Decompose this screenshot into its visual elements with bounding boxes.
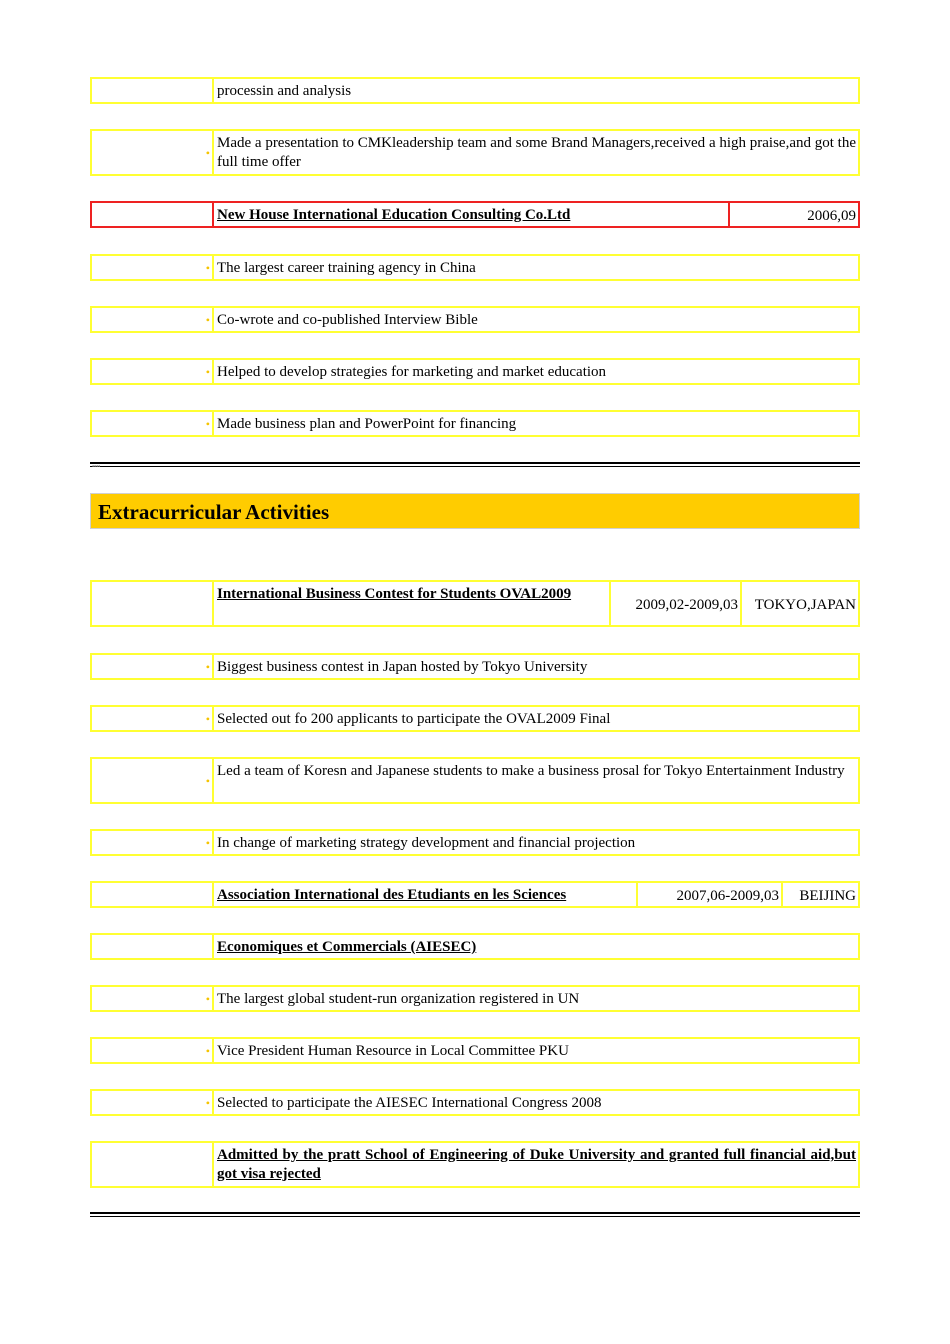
bullet-row <box>90 757 860 804</box>
activity-date: 2007,06-2009,03 <box>636 883 781 906</box>
bullet-text: In change of marketing strategy development and financial projection <box>217 835 636 851</box>
activity-name: International Business Contest for Students OVAL2009 <box>217 586 572 602</box>
bullet-row <box>90 1089 860 1116</box>
bullet-row <box>90 410 860 437</box>
bullet-icon: • <box>205 659 210 674</box>
row-lead <box>92 582 214 625</box>
activity-date: 2009,02-2009,03 <box>609 582 740 625</box>
work-line-text: processin and analysis <box>217 83 352 99</box>
row-lead <box>92 987 214 1010</box>
row-lead <box>92 256 214 279</box>
bullet-icon: • <box>205 416 210 431</box>
activity-header-row <box>90 881 860 908</box>
section-divider <box>90 1212 860 1217</box>
bullet-icon: • <box>205 991 210 1006</box>
row-lead <box>92 203 214 226</box>
bullet-row <box>90 985 860 1012</box>
bullet-row <box>90 653 860 680</box>
section-divider <box>90 462 860 467</box>
row-lead <box>92 1143 214 1186</box>
activity-header-row <box>90 580 860 627</box>
activity-name-continued: Economiques et Commercials (AIESEC) <box>217 939 477 955</box>
bullet-text: Helped to develop strategies for marketing and market education <box>217 364 607 380</box>
activity-location: BEIJING <box>781 883 858 906</box>
bullet-icon: • <box>205 1095 210 1110</box>
work-line-row <box>90 129 860 176</box>
bullet-icon: • <box>205 711 210 726</box>
activity-header-row <box>90 1141 860 1188</box>
row-lead <box>92 131 214 174</box>
row-lead <box>92 1091 214 1114</box>
bullet-icon: • <box>205 835 210 850</box>
work-line-row <box>90 77 860 104</box>
bullet-icon: • <box>205 1043 210 1058</box>
work-line-text: Made a presentation to CMKleadership team and some Brand Managers,received a high praise,and got the full time offer <box>217 135 856 170</box>
row-lead <box>92 412 214 435</box>
divider-note: ▪▪▪▪ <box>92 464 101 468</box>
row-lead <box>92 655 214 678</box>
bullet-text: Led a team of Koresn and Japanese students to make a business prosal for Tokyo Entertainment Industry <box>217 763 845 779</box>
bullet-text: The largest global student-run organization registered in UN <box>217 991 580 1007</box>
bullet-text: Selected to participate the AIESEC International Congress 2008 <box>217 1095 602 1111</box>
activity-location: TOKYO,JAPAN <box>740 582 858 625</box>
bullet-text: Vice President Human Resource in Local Committee PKU <box>217 1043 569 1059</box>
section-title-extracurricular: Extracurricular Activities <box>90 493 860 529</box>
company-name: New House International Education Consulting Co.Ltd <box>217 207 571 223</box>
bullet-row <box>90 306 860 333</box>
bullet-text: Co-wrote and co-published Interview Bible <box>217 312 478 328</box>
bullet-row <box>90 705 860 732</box>
bullet-icon: • <box>205 773 210 788</box>
company-date: 2006,09 <box>728 203 858 226</box>
row-lead <box>92 883 214 906</box>
bullet-row <box>90 829 860 856</box>
bullet-text: The largest career training agency in China <box>217 260 476 276</box>
row-lead <box>92 1039 214 1062</box>
row-lead <box>92 308 214 331</box>
row-lead <box>92 935 214 958</box>
bullet-icon: • <box>205 145 210 160</box>
activity-header-row <box>90 933 860 960</box>
duke-admission: Admitted by the pratt School of Engineering of Duke University and granted full financial aid,but got visa rejected <box>217 1147 856 1182</box>
row-lead <box>92 831 214 854</box>
bullet-text: Made business plan and PowerPoint for financing <box>217 416 517 432</box>
row-lead <box>92 707 214 730</box>
company-header-row <box>90 201 860 228</box>
bullet-text: Selected out fo 200 applicants to participate the OVAL2009 Final <box>217 711 611 727</box>
bullet-row <box>90 358 860 385</box>
row-lead <box>92 79 214 102</box>
bullet-row <box>90 254 860 281</box>
bullet-icon: • <box>205 364 210 379</box>
row-lead <box>92 360 214 383</box>
bullet-row <box>90 1037 860 1064</box>
bullet-icon: • <box>205 260 210 275</box>
bullet-text: Biggest business contest in Japan hosted by Tokyo University <box>217 659 588 675</box>
bullet-icon: • <box>205 312 210 327</box>
row-lead <box>92 759 214 802</box>
activity-name: Association International des Etudiants en les Sciences <box>217 887 567 903</box>
